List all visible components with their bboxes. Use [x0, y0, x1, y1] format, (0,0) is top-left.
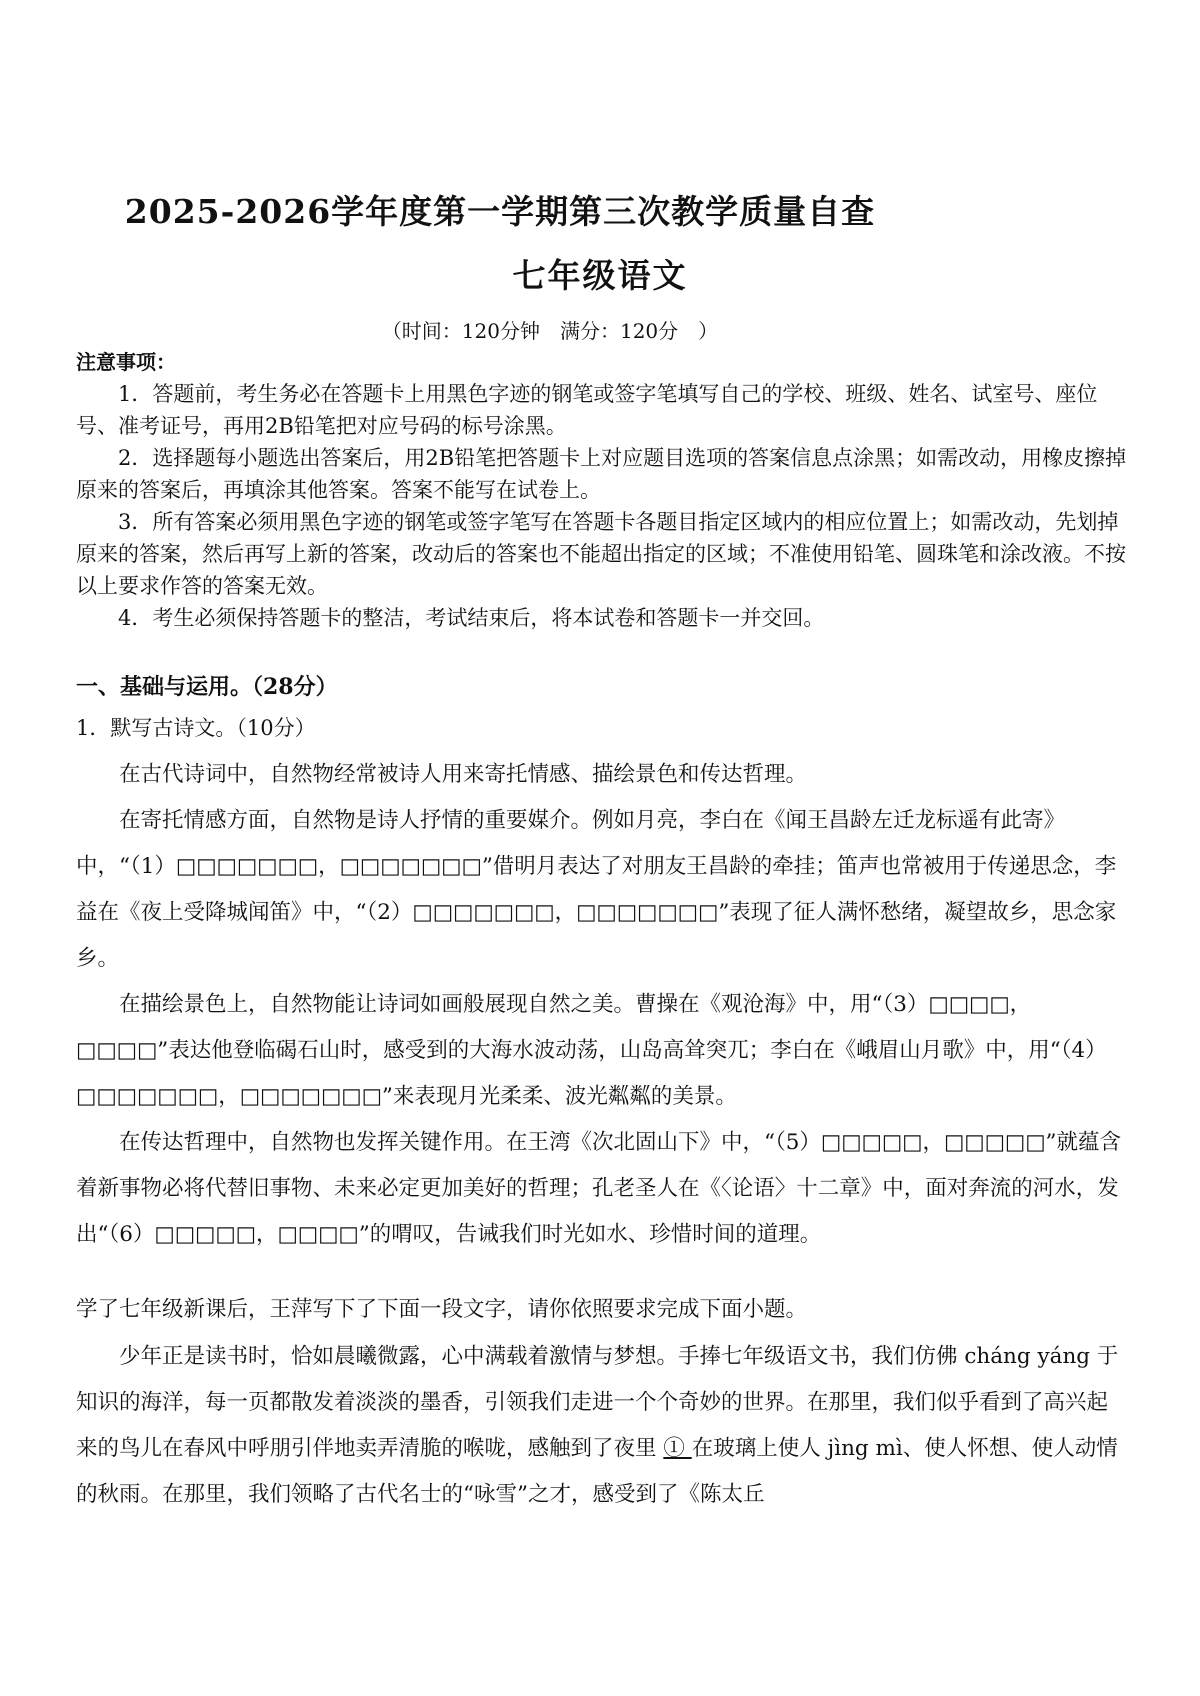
question-1-text — [76, 752, 1128, 1258]
exam-subject: 七年级语文 — [512, 256, 688, 295]
paragraph: 在传达哲理中，自然物也发挥关键作用。在王湾《次北固山下》中，“（5）□□□□□，□□□□□”就蕴含着新事物必将代替旧事物、未来必定更加美好的哲理；孔老圣人在《〈论语〉十二章》中，面对奔流的河水，发出“（6）□□□□□，□□□□”的喟叹，告诫我们时光如水、珍惜时间的道理。 — [76, 1130, 1122, 1247]
notice-list — [76, 378, 1128, 634]
notice-item: 4．考生必须保持答题卡的整洁，考试结束后，将本试卷和答题卡一并交回。 — [118, 606, 825, 630]
notice-item: 3．所有答案必须用黑色字迹的钢笔或签字笔写在答题卡各题目指定区域内的相应位置上；如需改动，先划掉原来的答案，然后再写上新的答案，改动后的答案也不能超出指定的区域；不准使用铅笔、圆珠笔和涂改液。不按以上要求作答的答案无效。 — [76, 510, 1126, 598]
paragraph: 在古代诗词中，自然物经常被诗人用来寄托情感、描绘景色和传达哲理。 — [119, 762, 808, 787]
section-heading: 一、基础与运用。（28分） — [76, 674, 338, 700]
question-heading: 1．默写古诗文。（10分） — [76, 716, 316, 740]
exam-time-info: （时间：120分钟 满分：120分 ） — [381, 319, 719, 343]
passage-text: 在玻璃上使人 jìng mì、使人怀想、使人动情的秋雨。在那里，我们领略了古代名士的“咏雪”之才，感受到了《陈太丘 — [76, 1436, 1118, 1507]
passage-text: 少年正是读书时，恰如晨曦微露，心中满载着激情与梦想。手捧七年级语文书，我们仿佛 cháng yáng 于知识的海洋，每一页都散发着淡淡的墨香，引领我们走进一个个奇妙的世界。在那里，我们似乎看到了高兴起来的鸟儿在春风中呼朋引伴地卖弄清脆的喉咙，感触到了夜里 — [76, 1344, 1119, 1461]
notice-item: 2．选择题每小题选出答案后，用2B铅笔把答题卡上对应题目选项的答案信息点涂黑；如需改动，用橡皮擦掉原来的答案后，再填涂其他答案。答案不能写在试卷上。 — [76, 446, 1127, 502]
notice-item: 1．答题前，考生务必在答题卡上用黑色字迹的钢笔或签字笔填写自己的学校、班级、姓名、试室号、座位号、准考证号，再用2B铅笔把对应号码的标号涂黑。 — [76, 382, 1098, 438]
passage-paragraph — [76, 1334, 1128, 1518]
paragraph: 在寄托情感方面，自然物是诗人抒情的重要媒介。例如月亮，李白在《闻王昌龄左迁龙标遥有此寄》中，“（1）□□□□□□□，□□□□□□□”借明月表达了对朋友王昌龄的牵挂；笛声也常被用于传递思念，李益在《夜上受降城闻笛》中，“（2）□□□□□□□，□□□□□□□”表现了征人满怀愁绪，凝望故乡，思念家乡。 — [76, 808, 1117, 971]
blank-mark-1: ① — [663, 1436, 692, 1461]
exam-title: 2025-2026学年度第一学期第三次教学质量自查 — [124, 192, 876, 231]
passage-intro: 学了七年级新课后，王萍写下了下面一段文字，请你依照要求完成下面小题。 — [76, 1297, 808, 1322]
paragraph: 在描绘景色上，自然物能让诗词如画般展现自然之美。曹操在《观沧海》中，用“（3）□□□□，□□□□”表达他登临碣石山时，感受到的大海水波动荡，山岛高耸突兀；李白在《峨眉山月歌》中，用“（4）□□□□□□□，□□□□□□□”来表现月光柔柔、波光粼粼的美景。 — [76, 992, 1107, 1109]
reading-passage — [76, 1334, 1128, 1518]
notice-heading: 注意事项： — [76, 350, 176, 374]
